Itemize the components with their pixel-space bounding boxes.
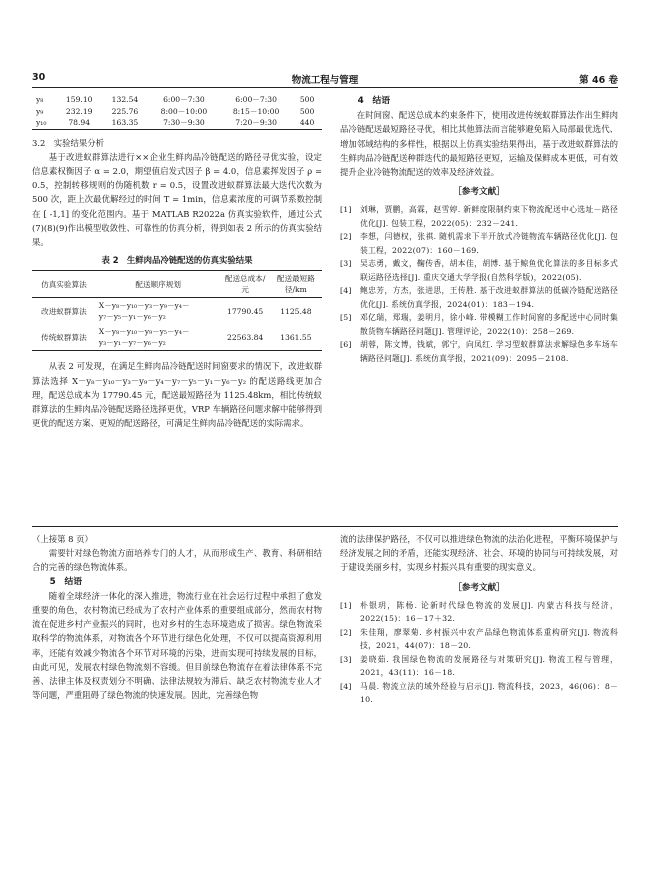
route-line: X－y₈－y₁₀－y₉－y₅－y₄－ <box>98 327 190 337</box>
reference-text: 朴银玥，陈杨. 论新时代绿色物流的发展[J]. 内蒙古科技与经济，2022(15)：16－17＋32. <box>360 600 618 624</box>
reference-item <box>340 680 618 707</box>
table-row <box>32 117 322 129</box>
reference-number: [4] <box>340 681 352 691</box>
reference-text: 朱佳翔，廖翠菊. 乡村振兴中农产品绿色物流体系重构研究[J]. 物流科技，2021，44(07)：18－20. <box>360 627 618 651</box>
reference-item <box>340 257 618 284</box>
route-line: y₇－y₅－y₁－y₆－y₂ <box>98 312 166 322</box>
table-cell: 1361.55 <box>280 332 312 342</box>
paragraph: 需要针对绿色物流方面培养专门的人才，从而形成生产、教育、科研相结合的完善的绿色物流体系。 <box>32 548 322 573</box>
reference-number: [1] <box>340 600 352 610</box>
table-cell: y₈ <box>36 95 44 104</box>
section-heading: 4 结语 <box>357 96 391 106</box>
paragraph: 从表 2 可发现，在满足生鲜肉品冷链配送时间窗要求的情况下，改进蚁群算法选择 X－y₈－y₁₀－y₃－y₉－y₄－y₇－y₅－y₁－y₆－y₂ 的配送路线更加合理，配送总成本为 17790.45 元，配送最短路径为 1125.48km，相比传统蚁群算法的生鲜肉品冷链配送路径选择更优，VRP 车辆路径问题求解中能够得到更优的配送方案、更短的配送路径，可满足生鲜肉品冷链配送的实际需求。 <box>32 361 322 429</box>
table-cell: 17790.45 <box>227 306 264 316</box>
table-row <box>32 106 322 118</box>
page-header <box>32 72 618 86</box>
table-cell <box>96 324 221 351</box>
paragraph: 随着全球经济一体化的深入推进，物流行业在社会运行过程中承担了愈发重要的角色，农村物流已经成为了农村产业体系的重要组成部分，然而农村物流在促进乡村产业振兴的同时，也对乡村的生态环境造成了损害。绿色物流采取科学的物流体系，对物流各个环节进行绿色化处理，不仅可以提高资源利用率，还能有效减少物流各个环节对环境的污染，进而实现可持续发展的目标，由此可见，发展农村绿色物流刻不容缓。但目前绿色物流存在着法律体系不完善、法律主体及权责划分不明确、法律法规较为滞后、缺乏农村物流专业人才等问题，严重阻碍了绿色物流的快速发展。因此，完善绿色物 <box>32 590 322 701</box>
table-cell: 传统蚁群算法 <box>41 332 87 342</box>
paragraph: 基于改进蚁群算法进行××企业生鲜肉品冷链配送的路径寻优实验，设定信息素权衡因子 α = 2.0，期望值启发式因子 β = 4.0，信息素挥发因子 ρ = 0.5，控制转移规则的伪随机数 r = 0.5，设置改进蚁群算法最大迭代次数为 500 次，距上次最优解经过的时间 T = 1min，信息素浓度的可调节系数控制在 [ -1,1] 的变化范围内。基于 MATLAB R2022a 仿真实验软件，通过公式(7)(8)(9)作出模型收敛性、可靠性的仿真分析，得到如表 2 所示的仿真实验结果。 <box>32 151 322 247</box>
table-cell: 8:15－10:00 <box>232 106 280 116</box>
table-cell: 7:20－9:30 <box>235 118 277 127</box>
table-cell: 1125.48 <box>280 306 312 316</box>
reference-text: 胡蓉，陈文博，钱斌，郭宁，向凤红. 学习型蚁群算法求解绿色多车场车辆路径问题[J]. 系统仿真学报，2021(09)：2095－2108. <box>360 340 618 363</box>
table-row <box>32 94 322 106</box>
table-row <box>32 298 322 325</box>
table-cell: 440 <box>299 118 315 127</box>
route-line: y₃－y₁－y₇－y₆－y₂ <box>98 338 166 348</box>
table-caption: 表 2 生鲜肉品冷链配送的仿真实验结果 <box>101 255 253 266</box>
results-table <box>32 270 322 351</box>
table-cell: 225.76 <box>111 106 139 116</box>
reference-item <box>340 203 618 230</box>
table-header-cell: 仿真实验算法 <box>32 271 96 298</box>
table-cell: y₉ <box>36 106 44 116</box>
table-cell: 500 <box>299 95 315 104</box>
reference-number: [1] <box>340 205 352 215</box>
page-number: 30 <box>32 72 46 83</box>
table-cell <box>96 298 221 325</box>
volume-label: 第 46 卷 <box>579 75 618 86</box>
section-divider <box>32 526 618 527</box>
table-cell: y₁₀ <box>36 118 47 127</box>
reference-item <box>340 284 618 311</box>
table-cell: 163.35 <box>111 118 139 127</box>
table-header-cell: 配送最短路径/km <box>270 271 322 298</box>
continued-note: （上接第 8 页） <box>32 534 93 544</box>
reference-number: [4] <box>340 286 352 296</box>
table-cell: 132.54 <box>111 95 139 104</box>
reference-item <box>340 626 618 653</box>
reference-number: [2] <box>340 232 352 242</box>
reference-number: [3] <box>340 654 352 664</box>
route-line: X－y₈－y₁₀－y₃－y₉－y₄－ <box>98 301 190 311</box>
table-cell: 22563.84 <box>227 332 264 342</box>
table-cell: 7:30－9:30 <box>163 118 205 127</box>
right-column-bottom <box>340 532 618 707</box>
section-heading: 5 结语 <box>49 576 83 587</box>
references-heading: ［参考文献］ <box>453 187 505 198</box>
reference-text: 吴志勇，戴文，鞠传香，胡本佳，胡博. 基于鲸鱼优化算法的多目标多式联运路径选择[J]. 重庆交通大学学报(自然科学版)，2022(05). <box>360 259 618 282</box>
paragraph: 在时间窗、配送总成本约束条件下，使用改进传统蚁群算法作出生鲜肉品冷链配送最短路径寻优，相比其他算法而言能够避免陷入局部最优选代、增加邻域结构的多样性，根据以上仿真实验结果得出，基于改进蚁群算法的生鲜肉品冷链配送种群迭代的最短路径更短，运输及保鲜成本更低，可有效提升企业冷链物流配送的效率及经济效益。 <box>340 110 618 178</box>
reference-number: [2] <box>340 627 352 637</box>
right-column-top <box>340 94 618 365</box>
reference-text: 马晨. 物流立法的域外经验与启示[J]. 物流科技，2023，46(06)：8－10. <box>360 681 618 705</box>
reference-item <box>340 599 618 626</box>
table-cell: 78.94 <box>68 118 91 127</box>
reference-text: 鲍忠芳，方杰，张进思，王传胜. 基于改进蚁群算法的低碳冷链配送路径优化[J]. 系统仿真学报，2024(01)：183－194. <box>360 286 618 309</box>
table-cell: 6:00－7:30 <box>235 95 277 104</box>
left-column-bottom <box>32 532 322 702</box>
header-rule <box>32 87 618 88</box>
table-cell: 159.10 <box>65 95 93 104</box>
reference-list <box>340 599 618 707</box>
table-row <box>32 324 322 351</box>
reference-number: [5] <box>340 313 352 323</box>
reference-item <box>340 338 618 365</box>
table-header-cell: 配送顺序规划 <box>96 271 221 298</box>
reference-item <box>340 653 618 680</box>
table-cell: 6:00－7:30 <box>163 95 205 104</box>
reference-text: 李想，闫德权，张祺. 随机需求下半开放式冷链物流车辆路径优化[J]. 包装工程，2022(07)：160－169. <box>360 232 618 255</box>
reference-number: [3] <box>340 259 352 269</box>
reference-text: 邓亿瑞，郑瑞，姜明月，徐小峰. 带模糊工作时间窗的多配送中心同时集散货物车辆路径问题[J]. 管理评论，2022(10)：258－269. <box>360 313 618 336</box>
reference-item <box>340 311 618 338</box>
table-cell: 改进蚁群算法 <box>41 306 87 316</box>
subsection-heading: 3.2 实验结果分析 <box>32 137 104 148</box>
journal-title: 物流工程与管理 <box>291 75 359 86</box>
reference-list <box>340 203 618 365</box>
table-cell: 232.19 <box>65 106 93 116</box>
left-column-top <box>32 90 322 430</box>
reference-text: 刘琳，贾鹏，高霖，赵雪婷. 新鲜度限制约束下物流配送中心选址－路径优化[J]. 包装工程，2022(05)：232－241. <box>360 205 618 228</box>
table-cell: 500 <box>299 106 315 116</box>
table-cell: 8:00－10:00 <box>160 106 208 116</box>
top-table-continuation <box>32 94 322 130</box>
table-header-cell: 配送总成本/元 <box>220 271 269 298</box>
paragraph: 流的法律保护路径，不仅可以推进绿色物流的法治化进程，平衡环境保护与经济发展之间的矛盾，还能实现经济、社会、环境的协同与可持续发展，对于建设美丽乡村，实现乡村振兴具有重要的现实意义。 <box>340 534 618 573</box>
reference-text: 姜晓茹. 我国绿色物流的发展路径与对策研究[J]. 物流工程与管理，2021，43(11)：16－18. <box>360 654 618 678</box>
reference-number: [6] <box>340 340 352 350</box>
references-heading: ［参考文献］ <box>453 582 505 593</box>
reference-item <box>340 230 618 257</box>
